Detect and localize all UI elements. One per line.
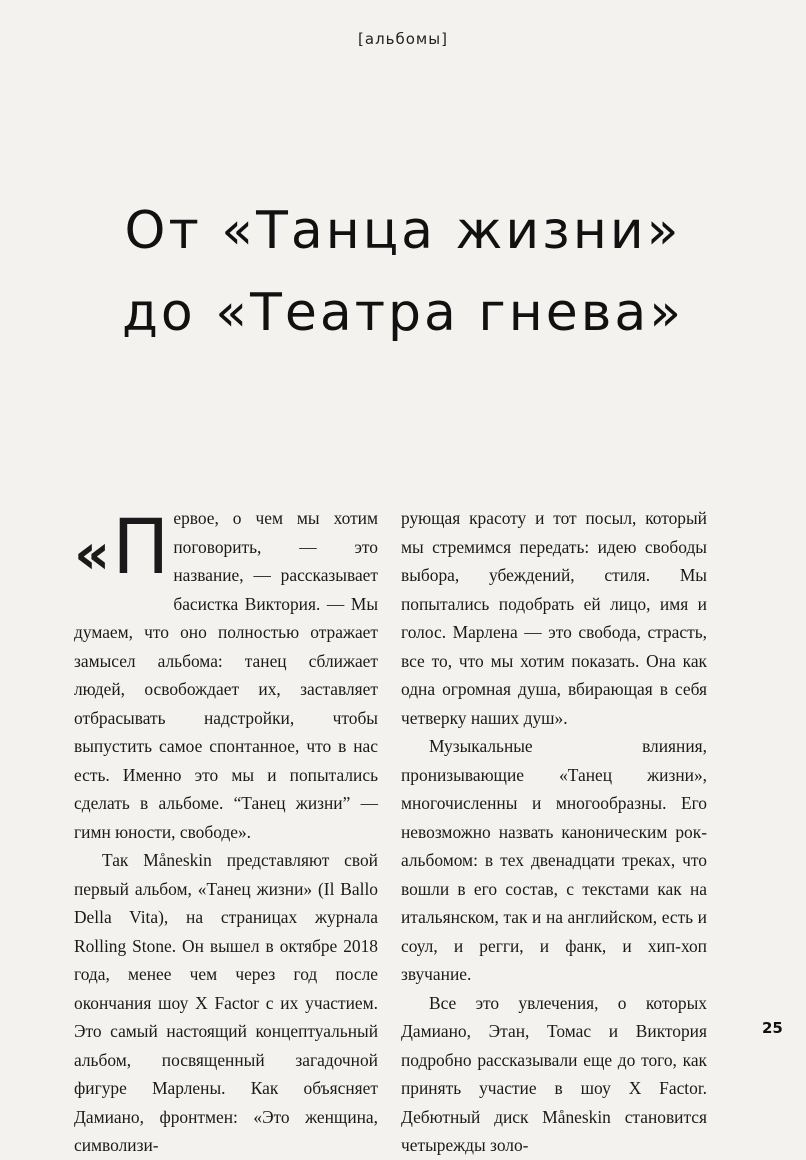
drop-cap-letter: П [112,502,170,591]
paragraph: Все это увлечения, о которых Дамиано, Этан, Томас и Виктория подробно рассказывали еще до того, как принять участие в шоу X Factor. Дебютный диск Måneskin становится четырежды золо- [401,992,707,1155]
section-tag: [альбомы] [358,30,448,48]
paragraph: Музыкальные влияния, пронизывающие «Танец жизни», многочисленны и многообразны. Его невозможно назвать каноническим рок-альбомом: в тех двенадцати треках, что вошли в его состав, с текстами как на итальянском, так и на английском, есть и соул, и регги, и фанк, и хип-хоп звучание. [401,736,707,984]
paragraph [74,504,378,846]
paragraph-text: ервое, о чем мы хотим поговорить, — это название, — рассказывает басистка Виктория. — Мы думаем, что оно полностью отражает замысел альбома: танец сближает людей, освобождает их, заставляет отбрасывать надстройки, чтобы выпустить самое спонтанное, что в нас есть. Именно это мы и попытались сделать в альбоме. “Танец жизни” — гимн юности, свободе». [74,508,378,842]
right-column [401,504,707,1160]
paragraph: рующая красоту и тот посыл, который мы стремимся передать: идею свободы выбора, убеждений, стиля. Мы попытались подобрать ей лицо, имя и голос. Марлена — это свобода, страсть, все то, что мы хотим показать. Она как одна огромная душа, вбирающая в себя четверку наших душ». [401,508,707,728]
left-column [74,504,378,1160]
article-title-line-1: От «Танца жизни» [124,201,682,261]
drop-cap [74,502,170,592]
article-title [0,190,806,354]
paragraph: Так Måneskin представляют свой первый альбом, «Танец жизни» (Il Ballo Della Vita), на страницах журнала Rolling Stone. Он вышел в октябре 2018 года, менее чем через год после окончания шоу X Factor с их участием. Это самый настоящий концептуальный альбом, посвященный загадочной фигуре Марлены. Как объясняет Дамиано, фронтмен: «Это женщина, символизи- [74,850,378,1155]
article-title-line-2: до «Театра гнева» [121,283,685,343]
page-number: 25 [762,1019,783,1037]
drop-cap-quote: « [74,522,111,587]
